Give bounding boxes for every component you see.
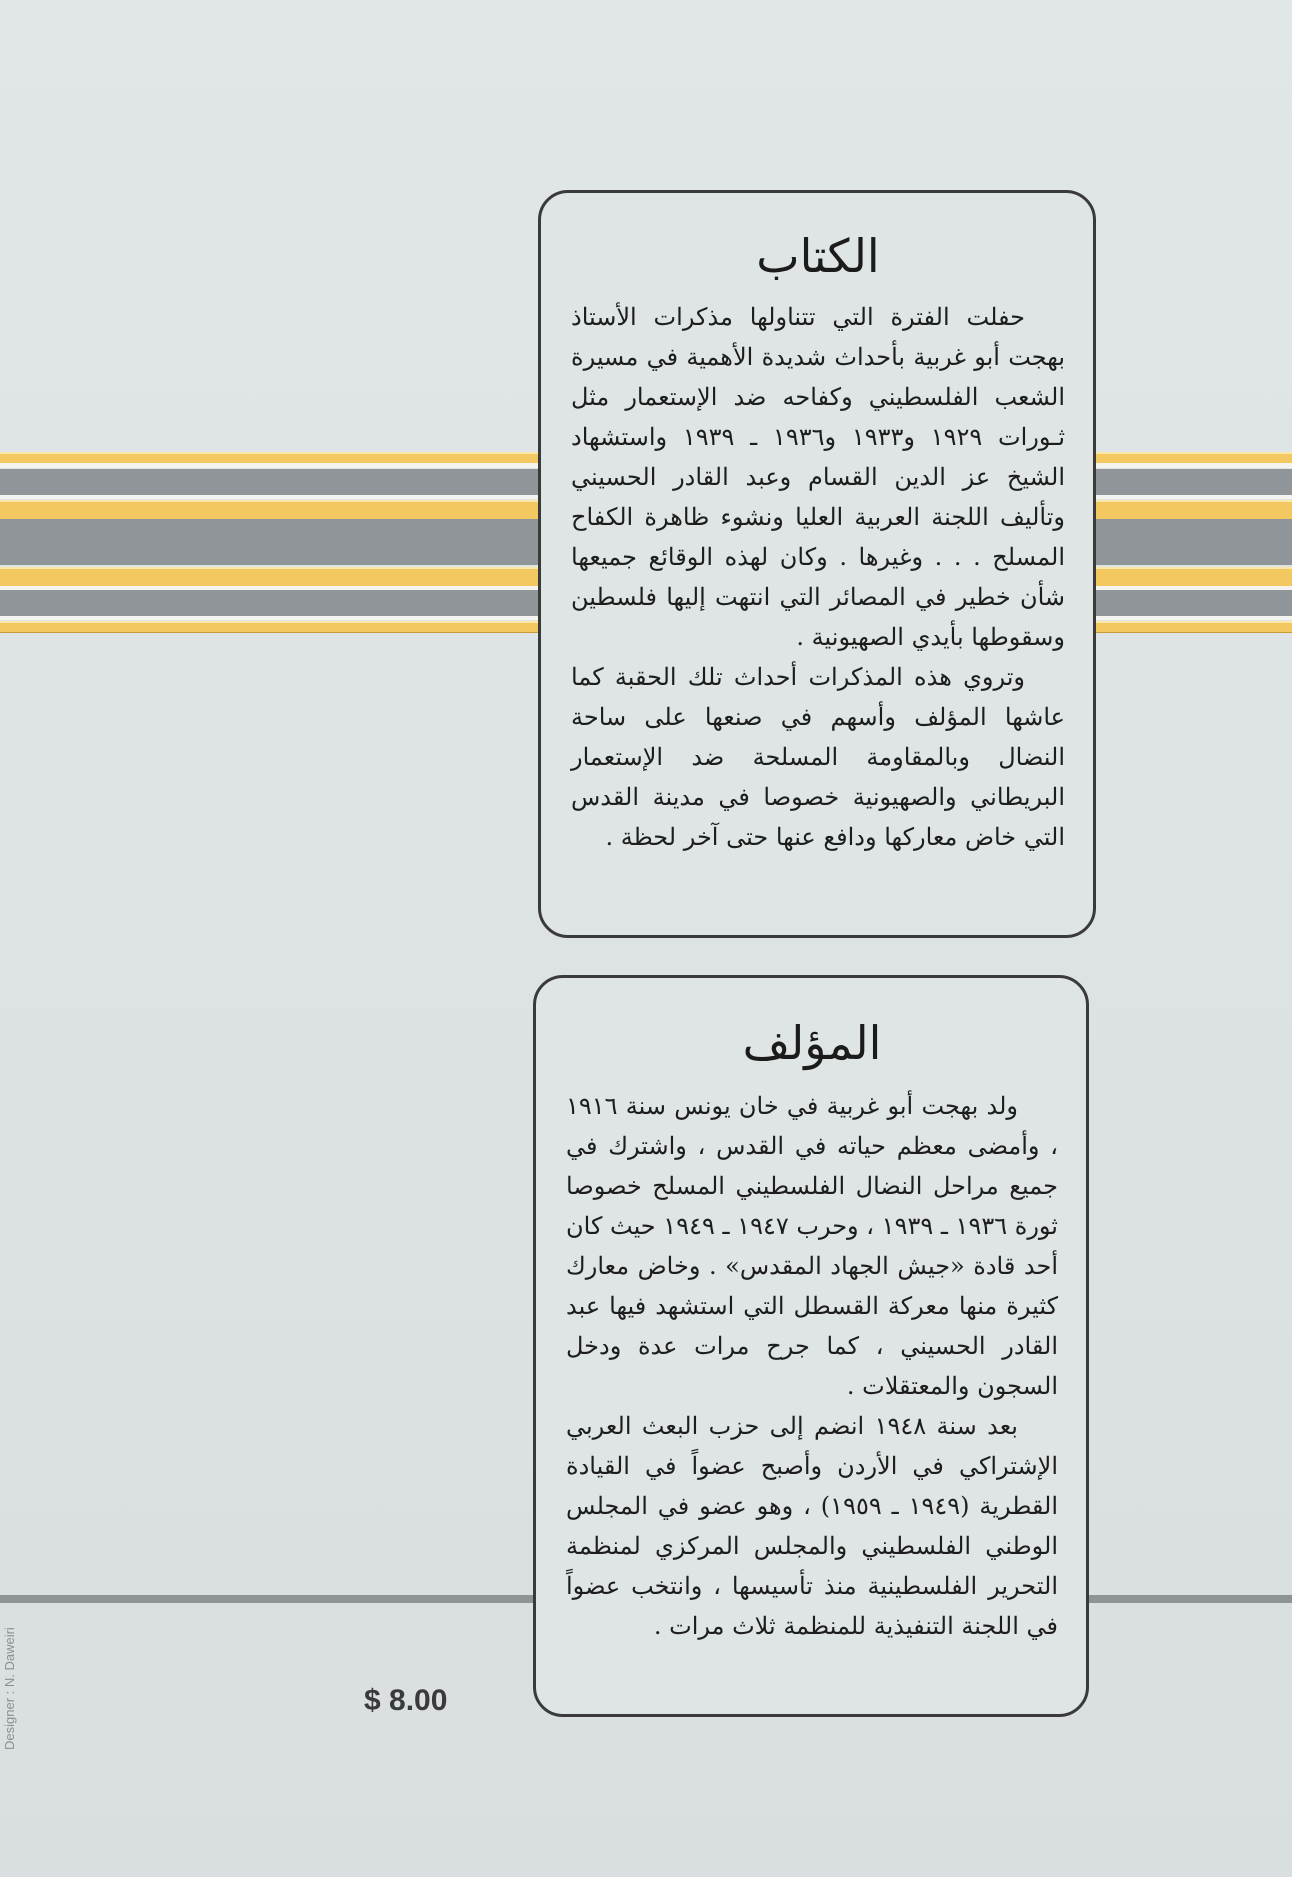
author-title: المؤلف (742, 1016, 882, 1070)
price-label: $ 8.00 (364, 1684, 448, 1717)
author-paragraph-1: ولد بهجت أبو غربية في خان يونس سنة ١٩١٦ ، وأمضى معظم حياته في القدس ، واشترك في جميع مراحل النضال الفلسطيني المسلح خصوصا ثورة ١٩٣٦ ـ ١٩٣٩ ، وحرب ١٩٤٧ ـ ١٩٤٩ حيث كان أحد قادة «جيش الجهاد المقدس» . وخاض معارك كثيرة منها معركة القسطل التي استشهد فيها عبد القادر الحسيني ، كما جرح مرات عدة ودخل السجون والمعتقلات . (566, 1092, 1058, 1400)
author-paragraph-2: بعد سنة ١٩٤٨ انضم إلى حزب البعث العربي الإشتراكي في الأردن وأصبح عضواً في القيادة القطرية (١٩٤٩ ـ ١٩٥٩) ، وهو عضو في المجلس الوطني الفلسطيني والمجلس المركزي لمنظمة التحرير الفلسطينية منذ تأسيسها ، وانتخب عضواً في اللجنة التنفيذية للمنظمة ثلاث مرات . (566, 1412, 1059, 1640)
author-panel (533, 975, 1089, 1717)
designer-credit: Designer : N. Daweiri (2, 1627, 17, 1750)
book-paragraph-2: وتروي هذه المذكرات أحداث تلك الحقبة كما عاشها المؤلف وأسهم في صنعها على ساحة النضال وبالمقاومة المسلحة ضد الإستعمار البريطاني والصهيونية خصوصا في مدينة القدس التي خاض معاركها ودافع عنها حتى آخر لحظة . (571, 663, 1065, 851)
book-title: الكتاب (756, 229, 880, 283)
book-paragraph-1: حفلت الفترة التي تتناولها مذكرات الأستاذ بهجت أبو غربية بأحداث شديدة الأهمية في مسيرة الشعب الفلسطيني وكفاحه ضد الإستعمار مثل ثـورات ١٩٢٩ و١٩٣٣ و١٩٣٦ ـ ١٩٣٩ واستشهاد الشيخ عز الدين القسام وعبد القادر الحسيني وتأليف اللجنة العربية العليا ونشوء ظاهرة الكفاح المسلح . . . وغيرها . وكان لهذه الوقائع جميعها شأن خطير في المصائر التي انتهت إليها فلسطين وسقوطها بأيدي الصهيونية . (571, 303, 1066, 651)
book-panel (538, 190, 1096, 938)
